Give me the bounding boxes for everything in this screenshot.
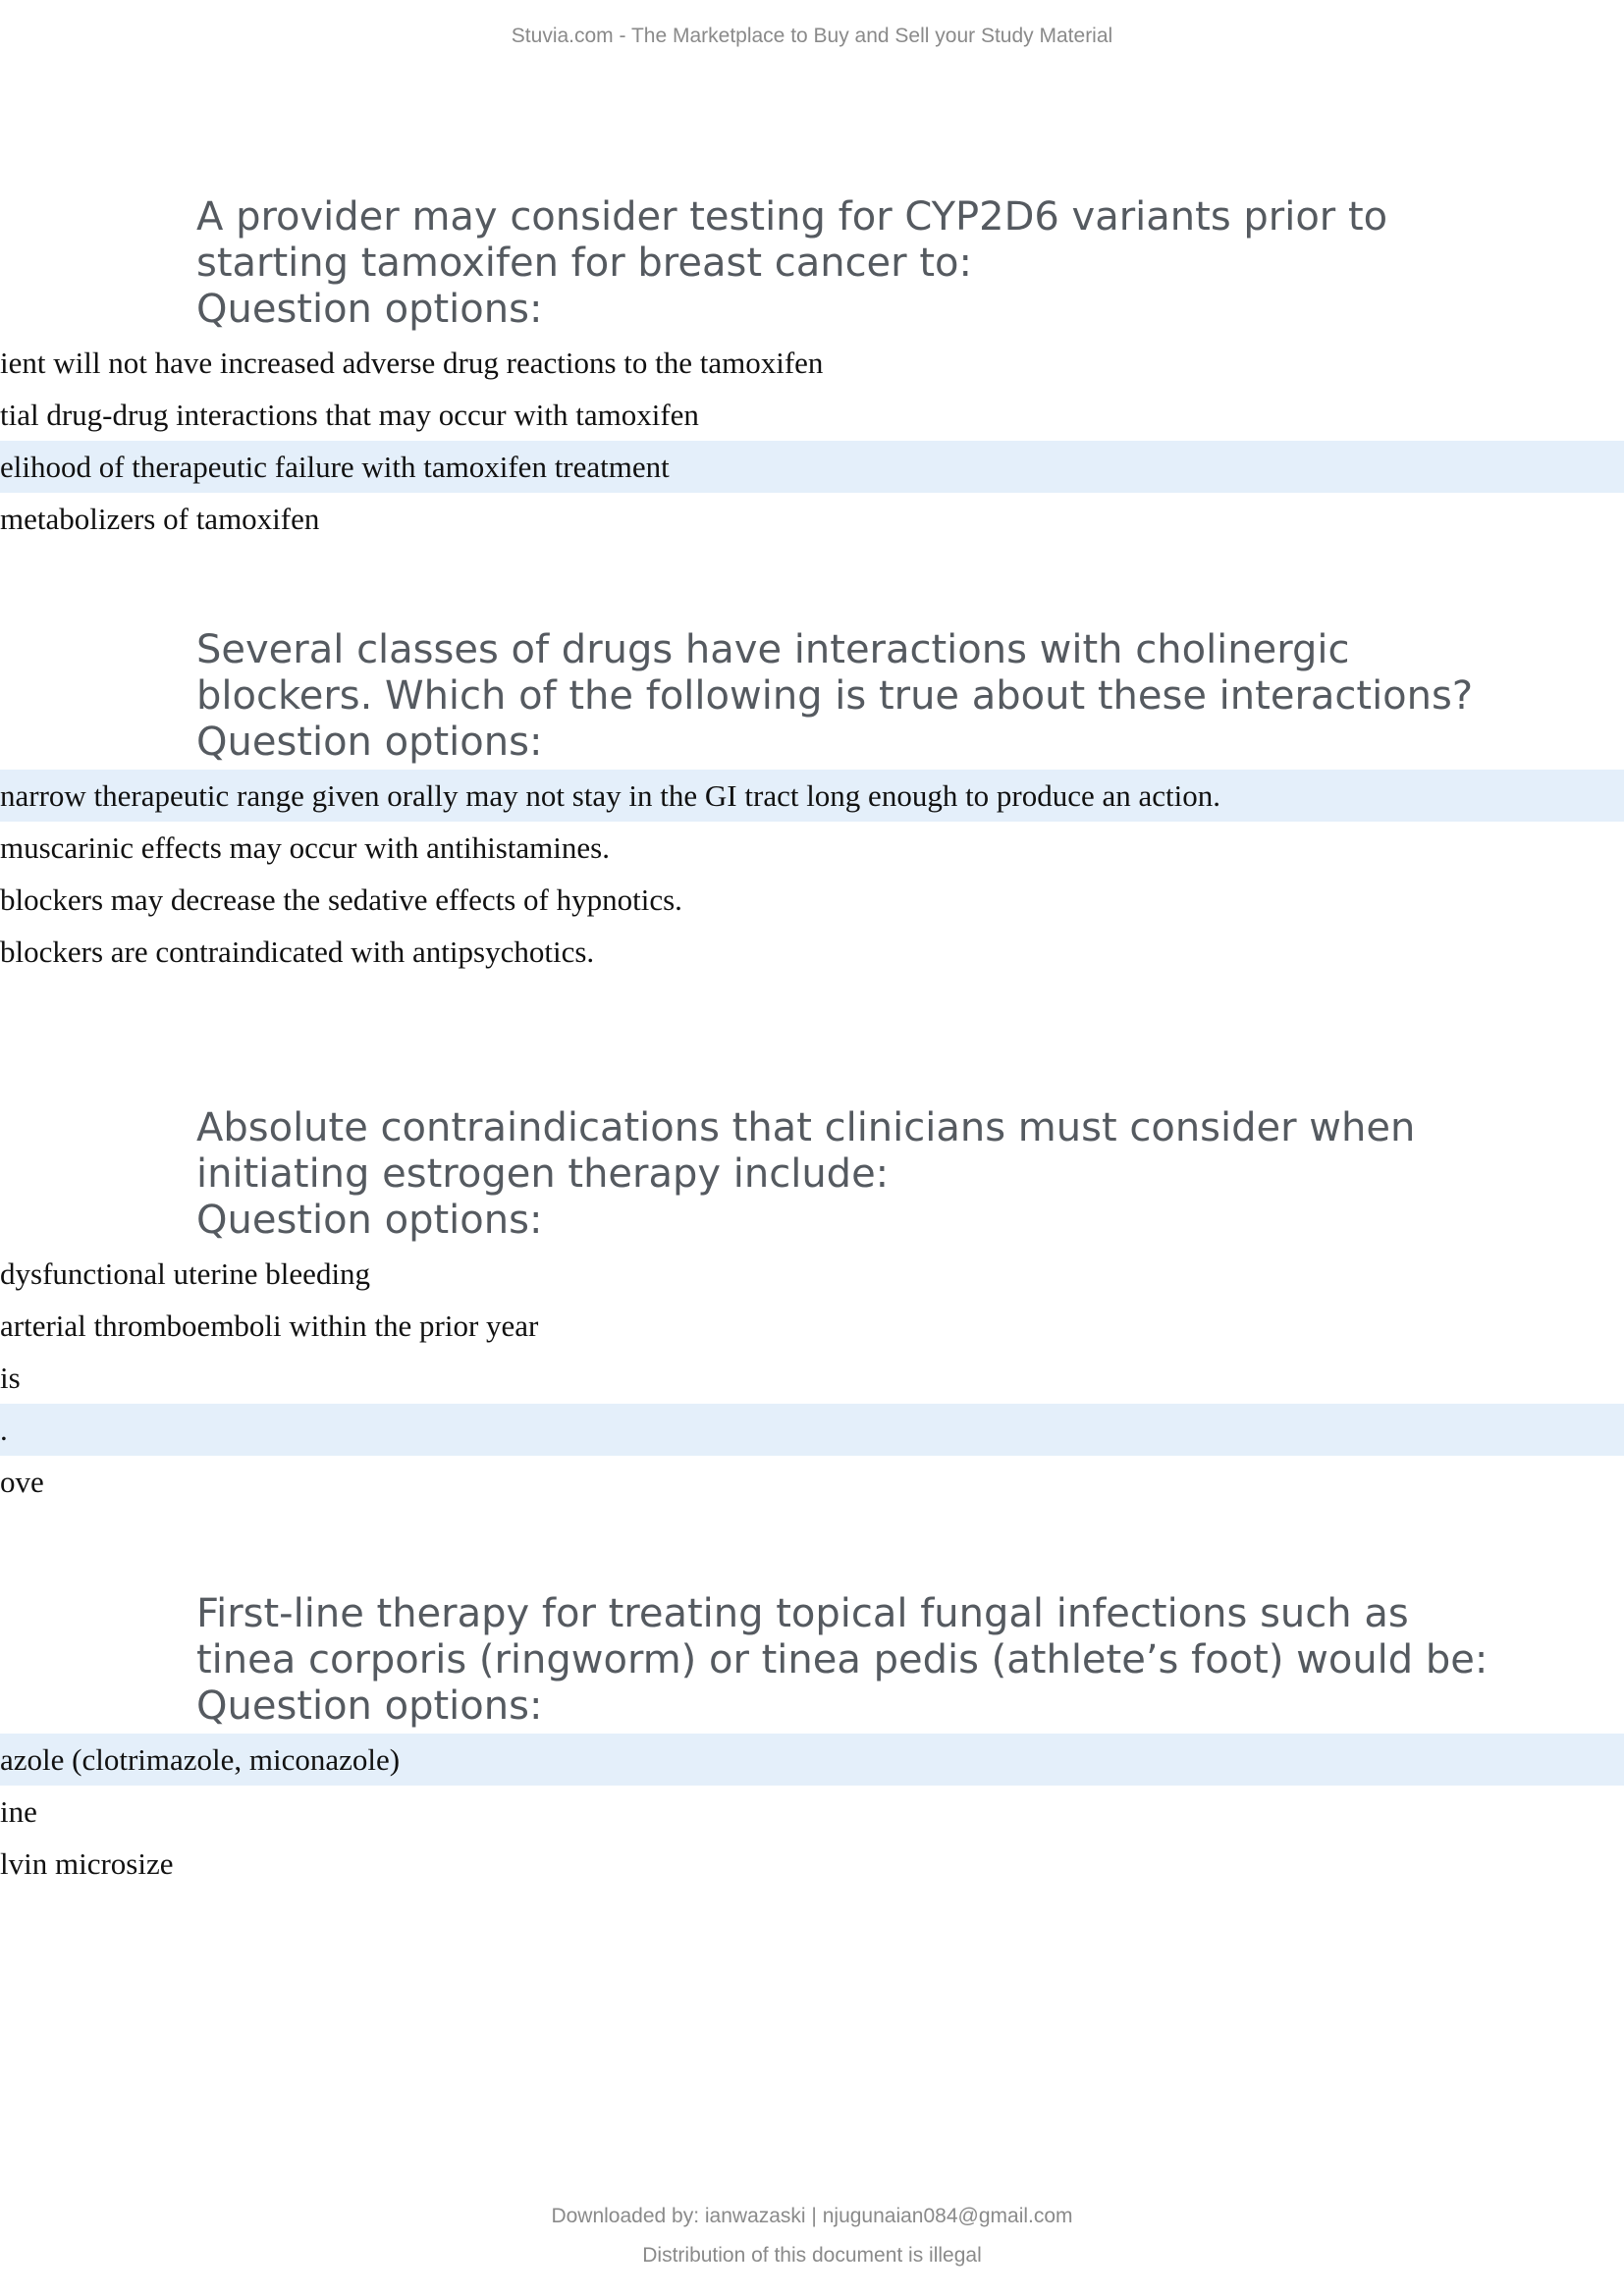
answer-option[interactable]: blockers are contraindicated with antipsychotics. <box>0 934 595 969</box>
answer-option[interactable]: muscarinic effects may occur with antihistamines. <box>0 830 610 865</box>
answer-option-selected[interactable]: . <box>0 1404 1624 1456</box>
question-options-label: Question options: <box>196 720 543 765</box>
answer-option[interactable]: is <box>0 1361 21 1395</box>
question-title: A provider may consider testing for CYP2D6 variants prior to starting tamoxifen for breast cancer to: <box>196 194 1388 286</box>
answer-option[interactable]: ient will not have increased adverse drug reactions to the tamoxifen <box>0 346 824 380</box>
answer-option-selected[interactable]: narrow therapeutic range given orally may not stay in the GI tract long enough to produce an action. <box>0 770 1624 822</box>
question-title: First-line therapy for treating topical fungal infections such as tinea corporis (ringworm) or tinea pedis (athlete’s foot) would be: <box>196 1591 1489 1682</box>
answer-option-selected[interactable]: azole (clotrimazole, miconazole) <box>0 1734 1624 1786</box>
answer-option[interactable]: arterial thromboemboli within the prior year <box>0 1308 539 1343</box>
question-block <box>0 1591 1624 1890</box>
question-block <box>0 627 1624 978</box>
answer-option[interactable]: lvin microsize <box>0 1846 174 1881</box>
answer-option-selected[interactable]: elihood of therapeutic failure with tamoxifen treatment <box>0 441 1624 493</box>
answer-option[interactable]: dysfunctional uterine bleeding <box>0 1256 371 1291</box>
answer-option[interactable]: ine <box>0 1794 37 1829</box>
answer-option[interactable]: metabolizers of tamoxifen <box>0 502 320 536</box>
question-title: Absolute contraindications that clinicians must consider when initiating estrogen therapy include: <box>196 1105 1416 1197</box>
question-options-label: Question options: <box>196 1198 543 1243</box>
download-notice: Downloaded by: ianwazaski | njugunaian084@gmail.com <box>551 2205 1073 2227</box>
question-block <box>0 194 1624 545</box>
site-header: Stuvia.com - The Marketplace to Buy and Sell your Study Material <box>511 25 1113 47</box>
question-options-label: Question options: <box>196 287 543 332</box>
distribution-notice: Distribution of this document is illegal <box>642 2244 982 2267</box>
answer-option[interactable]: tial drug-drug interactions that may occur with tamoxifen <box>0 398 699 432</box>
question-block <box>0 1105 1624 1508</box>
question-options-label: Question options: <box>196 1683 543 1729</box>
answer-option[interactable]: blockers may decrease the sedative effects of hypnotics. <box>0 882 682 917</box>
question-title: Several classes of drugs have interactions with cholinergic blockers. Which of the following is true about these interactions? <box>196 627 1474 719</box>
answer-option[interactable]: ove <box>0 1465 44 1499</box>
